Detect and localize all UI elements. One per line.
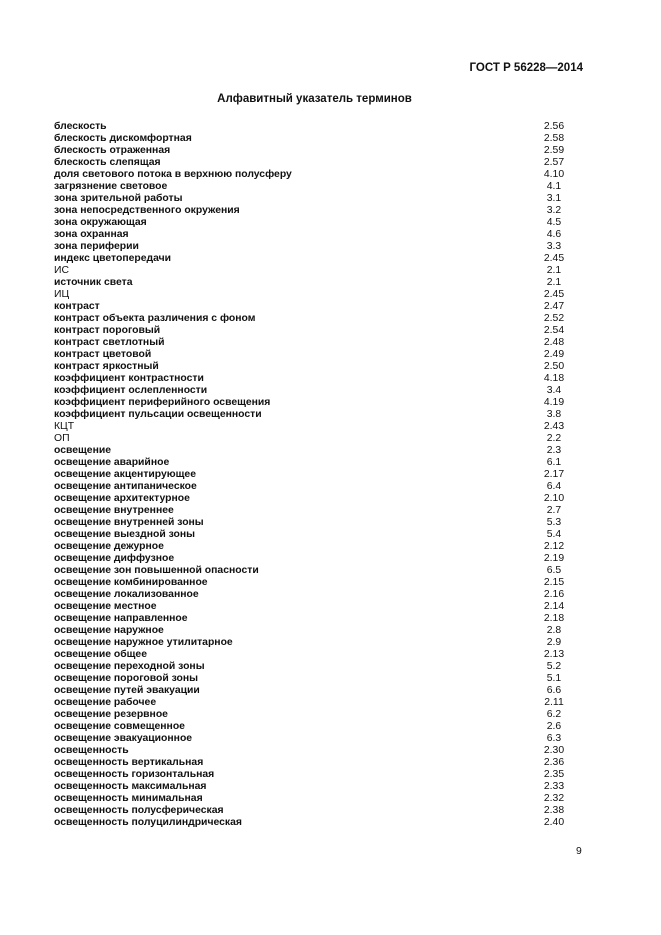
- index-entry: [54, 481, 576, 493]
- index-entry: [54, 457, 576, 469]
- index-reference: 2.50: [543, 361, 565, 372]
- index-reference: 2.11: [544, 697, 564, 708]
- index-reference: 2.52: [543, 313, 565, 324]
- index-term: контраст цветовой: [54, 349, 152, 360]
- index-term: блескость отраженная: [54, 145, 171, 156]
- index-reference: 3.8: [546, 409, 562, 420]
- index-reference: 2.1: [546, 277, 562, 288]
- index-term: блескость дискомфортная: [54, 133, 192, 144]
- index-reference: 6.5: [546, 565, 562, 576]
- index-entry: [54, 781, 576, 793]
- index-entry: [54, 217, 576, 229]
- index-term: зона непосредственного окружения: [54, 205, 240, 216]
- index-entry: [54, 469, 576, 481]
- index-entry: [54, 409, 576, 421]
- index-term: освещенность максимальная: [54, 781, 207, 792]
- index-term: источник света: [54, 277, 133, 288]
- index-entry: [54, 373, 576, 385]
- page-number: 9: [576, 846, 582, 857]
- index-reference: 2.54: [543, 325, 565, 336]
- index-entry: [54, 769, 576, 781]
- index-reference: 2.56: [543, 121, 565, 132]
- index-reference: 2.3: [546, 445, 562, 456]
- index-entry: [54, 325, 576, 337]
- index-entry: [54, 637, 576, 649]
- index-reference: 3.2: [546, 205, 562, 216]
- index-entry: [54, 181, 576, 193]
- index-term: зона охранная: [54, 229, 129, 240]
- index-term: загрязнение световое: [54, 181, 168, 192]
- index-reference: 2.49: [543, 349, 565, 360]
- index-term: освещенность горизонтальная: [54, 769, 215, 780]
- index-reference: 2.47: [543, 301, 565, 312]
- index-entry: [54, 625, 576, 637]
- index-entry: [54, 313, 576, 325]
- index-term: ИЦ: [54, 289, 70, 300]
- index-entry: [54, 733, 576, 745]
- index-term: освещенность минимальная: [54, 793, 203, 804]
- index-entry: [54, 253, 576, 265]
- index-term: освещение наружное: [54, 625, 164, 636]
- index-entry: [54, 589, 576, 601]
- index-term: освещение зон повышенной опасности: [54, 565, 259, 576]
- index-entry: [54, 517, 576, 529]
- index-entry: [54, 601, 576, 613]
- index-reference: 2.58: [543, 133, 565, 144]
- index-entry: [54, 721, 576, 733]
- index-term: ИС: [54, 265, 69, 276]
- index-term: коэффициент ослепленности: [54, 385, 208, 396]
- index-entry: [54, 505, 576, 517]
- index-entry: [54, 493, 576, 505]
- index-entry: [54, 433, 576, 445]
- index-reference: 2.1: [546, 265, 562, 276]
- index-reference: 5.3: [546, 517, 562, 528]
- index-term: освещение совмещенное: [54, 721, 185, 732]
- index-term: контраст объекта различения с фоном: [54, 313, 256, 324]
- index-term: освещение внутреннее: [54, 505, 174, 516]
- index-entry: [54, 685, 576, 697]
- index-reference: 5.1: [546, 673, 562, 684]
- index-reference: 2.45: [543, 289, 565, 300]
- index-entry: [54, 793, 576, 805]
- index-term: освещение эвакуационное: [54, 733, 193, 744]
- index-term: освещение пороговой зоны: [54, 673, 199, 684]
- index-entry: [54, 301, 576, 313]
- index-reference: 2.35: [543, 769, 565, 780]
- index-entry: [54, 673, 576, 685]
- index-entry: [54, 541, 576, 553]
- index-term: освещение локализованное: [54, 589, 199, 600]
- index-term: зона периферии: [54, 241, 139, 252]
- term-index-list: [54, 121, 576, 829]
- index-entry: [54, 805, 576, 817]
- index-reference: 6.3: [546, 733, 562, 744]
- index-term: освещение направленное: [54, 613, 188, 624]
- index-term: зона зрительной работы: [54, 193, 183, 204]
- index-entry: [54, 649, 576, 661]
- index-reference: 2.19: [543, 553, 565, 564]
- index-reference: 2.45: [543, 253, 565, 264]
- index-term: освещение антипаническое: [54, 481, 197, 492]
- index-term: освещение общее: [54, 649, 147, 660]
- index-entry: [54, 121, 576, 133]
- standard-code: ГОСТ Р 56228—2014: [469, 62, 583, 74]
- index-reference: 2.40: [543, 817, 565, 828]
- index-reference: 2.14: [543, 601, 565, 612]
- index-reference: 2.8: [546, 625, 562, 636]
- index-term: блескость: [54, 121, 107, 132]
- index-reference: 2.7: [546, 505, 562, 516]
- index-entry: [54, 241, 576, 253]
- index-reference: 6.6: [546, 685, 562, 696]
- index-entry: [54, 337, 576, 349]
- index-entry: [54, 193, 576, 205]
- index-entry: [54, 349, 576, 361]
- index-reference: 2.32: [543, 793, 565, 804]
- index-term: освещение рабочее: [54, 697, 157, 708]
- index-term: коэффициент контрастности: [54, 373, 204, 384]
- index-reference: 6.1: [546, 457, 562, 468]
- index-entry: [54, 277, 576, 289]
- index-entry: [54, 145, 576, 157]
- index-term: блескость слепящая: [54, 157, 161, 168]
- index-term: освещение архитектурное: [54, 493, 190, 504]
- index-entry: [54, 133, 576, 145]
- index-reference: 5.4: [546, 529, 562, 540]
- index-term: контраст: [54, 301, 100, 312]
- index-entry: [54, 445, 576, 457]
- index-reference: 6.2: [546, 709, 562, 720]
- index-reference: 3.4: [546, 385, 562, 396]
- index-entry: [54, 361, 576, 373]
- index-reference: 4.10: [543, 169, 565, 180]
- index-entry: [54, 697, 576, 709]
- index-entry: [54, 421, 576, 433]
- index-term: освещенность полуцилиндрическая: [54, 817, 242, 828]
- index-term: зона окружающая: [54, 217, 147, 228]
- index-term: ОП: [54, 433, 70, 444]
- index-term: освещенность: [54, 745, 129, 756]
- index-reference: 2.59: [543, 145, 565, 156]
- index-term: освещение аварийное: [54, 457, 170, 468]
- index-term: освещение переходной зоны: [54, 661, 205, 672]
- index-entry: [54, 157, 576, 169]
- index-entry: [54, 169, 576, 181]
- index-entry: [54, 577, 576, 589]
- index-reference: 2.30: [543, 745, 565, 756]
- index-term: освещение диффузное: [54, 553, 175, 564]
- index-term: освещение дежурное: [54, 541, 164, 552]
- index-entry: [54, 565, 576, 577]
- index-reference: 2.33: [543, 781, 565, 792]
- index-reference: 2.15: [543, 577, 565, 588]
- index-reference: 2.16: [543, 589, 565, 600]
- index-reference: 4.18: [543, 373, 565, 384]
- index-term: освещение наружное утилитарное: [54, 637, 233, 648]
- index-reference: 4.5: [546, 217, 562, 228]
- index-reference: 2.17: [543, 469, 565, 480]
- index-term: освещение выездной зоны: [54, 529, 195, 540]
- index-reference: 6.4: [546, 481, 562, 492]
- index-entry: [54, 397, 576, 409]
- index-term: освещение акцентирующее: [54, 469, 196, 480]
- index-reference: 2.43: [543, 421, 565, 432]
- index-term: контраст пороговый: [54, 325, 161, 336]
- index-term: освещение местное: [54, 601, 157, 612]
- index-term: коэффициент периферийного освещения: [54, 397, 271, 408]
- index-entry: [54, 817, 576, 829]
- index-reference: 2.9: [546, 637, 562, 648]
- index-entry: [54, 661, 576, 673]
- index-reference: 3.1: [546, 193, 562, 204]
- index-reference: 2.18: [543, 613, 565, 624]
- index-term: доля светового потока в верхнюю полусферу: [54, 169, 292, 180]
- index-entry: [54, 229, 576, 241]
- index-term: освещение комбинированное: [54, 577, 208, 588]
- index-reference: 2.6: [546, 721, 562, 732]
- index-entry: [54, 205, 576, 217]
- index-entry: [54, 613, 576, 625]
- index-term: контраст светлотный: [54, 337, 165, 348]
- page-title: Алфавитный указатель терминов: [217, 93, 412, 105]
- index-entry: [54, 289, 576, 301]
- index-reference: 5.2: [546, 661, 562, 672]
- index-reference: 3.3: [546, 241, 562, 252]
- index-reference: 2.48: [543, 337, 565, 348]
- index-reference: 2.38: [543, 805, 565, 816]
- index-term: освещение: [54, 445, 112, 456]
- index-term: освещенность вертикальная: [54, 757, 204, 768]
- index-reference: 2.57: [543, 157, 565, 168]
- index-reference: 4.6: [546, 229, 562, 240]
- index-term: коэффициент пульсации освещенности: [54, 409, 262, 420]
- index-term: освещение резервное: [54, 709, 168, 720]
- index-entry: [54, 529, 576, 541]
- index-term: контраст яркостный: [54, 361, 159, 372]
- index-entry: [54, 265, 576, 277]
- index-reference: 4.19: [543, 397, 565, 408]
- index-reference: 2.36: [543, 757, 565, 768]
- index-reference: 2.10: [543, 493, 565, 504]
- index-term: освещение путей эвакуации: [54, 685, 200, 696]
- index-entry: [54, 709, 576, 721]
- index-entry: [54, 385, 576, 397]
- index-reference: 2.13: [543, 649, 565, 660]
- index-reference: 2.2: [546, 433, 562, 444]
- index-term: освещенность полусферическая: [54, 805, 224, 816]
- index-entry: [54, 745, 576, 757]
- index-entry: [54, 553, 576, 565]
- index-reference: 2.12: [543, 541, 565, 552]
- index-term: освещение внутренней зоны: [54, 517, 204, 528]
- index-term: КЦТ: [54, 421, 75, 432]
- index-reference: 4.1: [546, 181, 562, 192]
- index-term: индекс цветопередачи: [54, 253, 172, 264]
- index-entry: [54, 757, 576, 769]
